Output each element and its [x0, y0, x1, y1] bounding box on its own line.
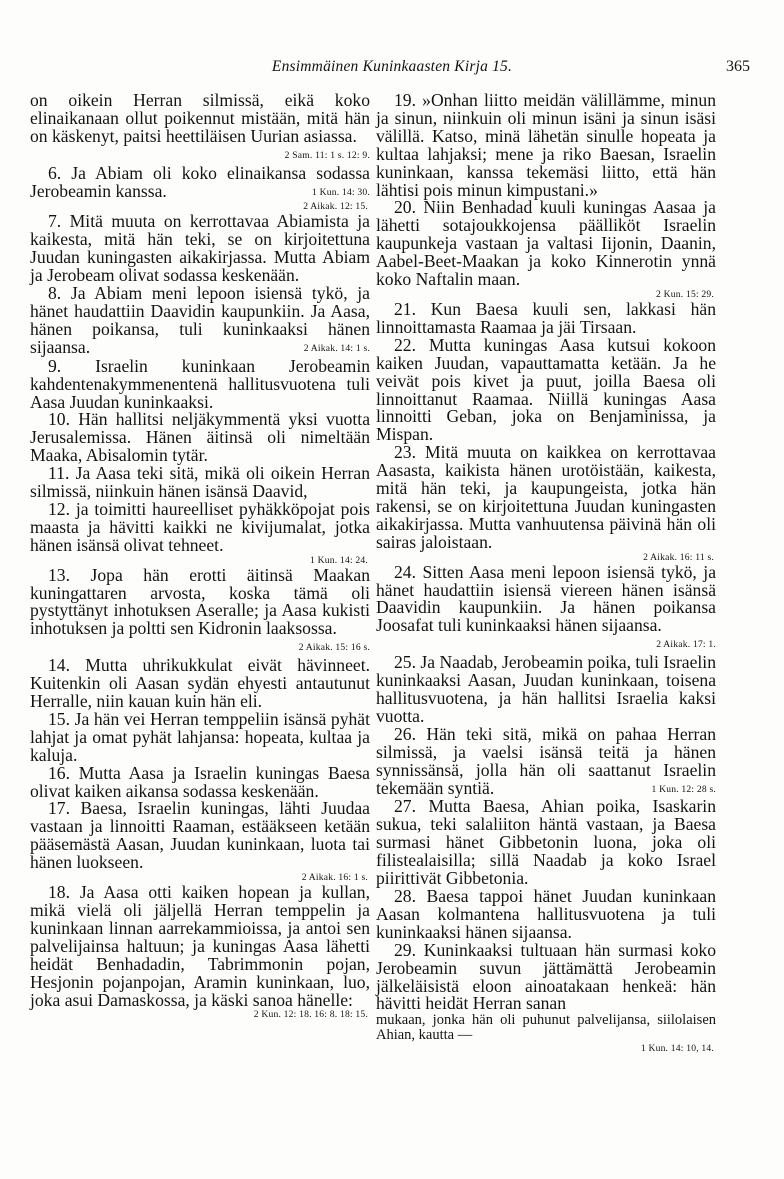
- cross-reference: 2 Kun. 15: 29.: [656, 288, 714, 300]
- cross-reference: 2 Aikak. 15: 16 s.: [298, 642, 370, 654]
- verse-20: 20. Niin Benhadad kuuli kuningas Aasaa ja lähetti sotajoukkojensa päälliköt Israelin kaupunkeja vastaan ja valtasi Iijonin, Daanin, Aabel-Beet-Maakan ja koko Kinnerotin ynnä koko Naftalin maan.: [376, 197, 716, 290]
- verse-19: 19. »Onhan liitto meidän välillämme, minun ja sinun, niinkuin oli minun isäni ja sinun isäsi välillä. Katso, minä lähetän sinulle hopeata ja kultaa lahjaksi; mene ja riko Baesan, Israelin kuninkaan, kanssa tekemäsi liitto, että hän lähtisi pois minun kimpustani.»: [376, 90, 716, 200]
- verse-5-continued: on oikein Herran silmissä, eikä koko elinaikanaan ollut poikennut mistään, mitä hän on käskenyt, paitsi heettiläisen Uurian asiassa. 2 Sam. 11: 1 s. 12: 9.: [30, 92, 370, 146]
- cross-reference: 2 Aikak. 12: 15.: [303, 201, 368, 213]
- page-header: [30, 58, 754, 82]
- verse-26: 26. Hän teki sitä, mikä on pahaa Herran silmissä, ja vaelsi isänsä teitä ja hänen synnissänsä, jolla hän oli saattanut Israelin tekemään syntiä. 1 Kun. 12: 28 s.: [376, 723, 716, 798]
- verse-8: 8. Ja Abiam meni lepoon isiensä tykö, ja hänet haudattiin Daavidin kaupunkiin. Ja Aasa, hänen poikansa, tuli kuninkaaksi hänen sijaansa. 2 Aikak. 14: 1 s.: [30, 283, 370, 357]
- verse-12: 12. ja toimitti haureelliset pyhäkköpojat pois maasta ja hävitti kaikki ne kivijumalat, jotka hänen isänsä olivat tehneet.: [30, 498, 370, 555]
- verse-17: 17. Baesa, Israelin kuningas, lähti Juudaa vastaan ja linnoitti Raaman, estääkseen ketään pääsemästä Aasan, Juudan kuninkaan, luota tai hänen luokseen.: [30, 798, 370, 873]
- right-column: [376, 92, 716, 1055]
- verse-21: 21. Kun Baesa kuuli sen, lakkasi hän linnoittamasta Raamaa ja jäi Tirsaan.: [376, 298, 716, 337]
- verse-27: 27. Mutta Baesa, Ahian poika, Isaskarin sukua, teki salaliiton häntä vastaan, ja Baesa surmasi hänet Gibbetonin luona, joka oli filistealaisilla; sillä Naadab ja koko Israel piirittivät Gibbetonia.: [376, 796, 716, 889]
- verse-9: 9. Israelin kuninkaan Jerobeamin kahdentenakymmenentenä hallitusvuotena tuli Aasa Juudan kuninkaaksi.: [30, 355, 370, 412]
- verse-28: 28. Baesa tappoi hänet Juudan kuninkaan Aasan kolmantena hallitusvuotena ja tuli kuninkaaksi hänen sijaansa.: [376, 885, 716, 942]
- cross-reference: 1 Kun. 12: 28 s.: [651, 783, 716, 795]
- cross-reference: 2 Kun. 12: 18. 16: 8. 18: 15.: [253, 1009, 368, 1021]
- running-title: Ensimmäinen Kuninkaasten Kirja 15.: [271, 58, 513, 75]
- verse-18: 18. Ja Aasa otti kaiken hopean ja kullan, mikä vielä oli jäljellä Herran temppelin ja kuninkaan linnan aarrekammioissa, ja antoi sen palvelijainsa haltuun; ja kuningas Aasa lähetti heidät Benhadadin, Tabrimmonin pojan, Hesjonin pojanpojan, Aramin kuninkaan, luo, joka asui Damaskossa, ja käski sanoa hänelle:: [30, 882, 370, 1010]
- cross-reference: 1 Kun. 14: 30.: [312, 186, 370, 198]
- verse-23: 23. Mitä muuta on kaikkea on kerrottavaa Aasasta, kaikista hänen urotöistään, kaikesta, mitä hän teki, ja kaupungeista, jotka hän rakensi, se on kirjoitettuna Juudan kuningasten aikakirjassa. Mutta vanhuutensa päivinä hän oli sairas jaloistaan.: [376, 442, 716, 552]
- verse-13: 13. Jopa hän erotti äitinsä Maakan kuningattaren arvosta, koska tämä oli pystyttänyt inhotuksen Aseralle; ja Aasa kukisti inhotuksen ja poltti sen Kidronin laaksossa. 2 Aikak. 15: 16 s.: [30, 567, 370, 639]
- verse-6: 6. Ja Abiam oli koko elinaikansa sodassa Jerobeamin kanssa. 1 Kun. 14: 30.: [30, 162, 370, 201]
- verse-7: 7. Mitä muuta on kerrottavaa Abiamista ja kaikesta, mitä hän teki, se on kirjoitettuna Juudan kuningasten aikakirjassa. Mutta Abiam ja Jerobeam olivat sodassa keskenään.: [30, 211, 370, 286]
- left-column: [30, 92, 370, 1021]
- cross-reference: 2 Aikak. 14: 1 s.: [303, 342, 370, 354]
- verse-22: 22. Mutta kuningas Aasa kutsui kokoon kaiken Juudan, vapauttamatta ketään. Ja he veivät pois kivet ja puut, joilla Baesa oli linnoittanut Raamaa. Niillä kuningas Aasa linnoitti Geban, joka on Benjaminissa, ja Mispan.: [376, 334, 716, 445]
- verse-29: 29. Kuninkaaksi tultuaan hän surmasi koko Jerobeamin suvun jättämättä Jerobeamin jälkeläisistä eloon ainoatakaan henkeä: hän hävitti heidät Herran sanan: [376, 939, 716, 1014]
- cross-reference: 1 Kun. 14: 24.: [310, 554, 368, 566]
- cross-reference: 1 Kun. 14: 10, 14.: [640, 1043, 714, 1055]
- page-number: 365: [726, 58, 750, 75]
- verse-14: 14. Mutta uhrikukkulat eivät hävinneet. Kuitenkin oli Aasan sydän ehyesti antautunut Herralle, niin kauan kuin hän eli.: [30, 655, 370, 711]
- verse-15: 15. Ja hän vei Herran temppeliin isänsä pyhät lahjat ja omat pyhät lahjansa: hopeata, kultaa ja kaluja.: [30, 708, 370, 765]
- cross-reference: 2 Aikak. 16: 1 s.: [301, 872, 368, 884]
- verse-10: 10. Hän hallitsi neljäkymmentä yksi vuotta Jerusalemissa. Hänen äitinsä oli nimeltään Maaka, Abisalomin tytär.: [30, 409, 370, 466]
- verse-16: 16. Mutta Aasa ja Israelin kuningas Baesa olivat kaiken aikansa sodassa keskenään.: [30, 762, 370, 801]
- verse-24: 24. Sitten Aasa meni lepoon isiensä tykö, ja hänet haudattiin isiensä viereen hänen isänsä Daavidin kaupunkiin. Ja hänen poikansa Joosafat tuli kuninkaaksi hänen sijaansa. 2 Aikak. 17: 1.: [376, 564, 716, 636]
- cross-reference: 2 Sam. 11: 1 s. 12: 9.: [284, 149, 370, 161]
- cross-reference: 2 Aikak. 16: 11 s.: [643, 551, 714, 563]
- verse-25: 25. Ja Naadab, Jerobeamin poika, tuli Israelin kuninkaaksi Aasan, Juudan kuninkaan, toisena hallitusvuotena, ja hän hallitsi Israelia kaksi vuotta.: [376, 652, 716, 726]
- verse-29-continued: mukaan, jonka hän oli puhunut palvelijansa, siilolaisen Ahian, kautta —: [376, 1012, 716, 1044]
- verse-11: 11. Ja Aasa teki sitä, mikä oli oikein Herran silmissä, niinkuin hänen isänsä Daavid,: [30, 463, 370, 502]
- cross-reference: 2 Aikak. 17: 1.: [656, 639, 716, 651]
